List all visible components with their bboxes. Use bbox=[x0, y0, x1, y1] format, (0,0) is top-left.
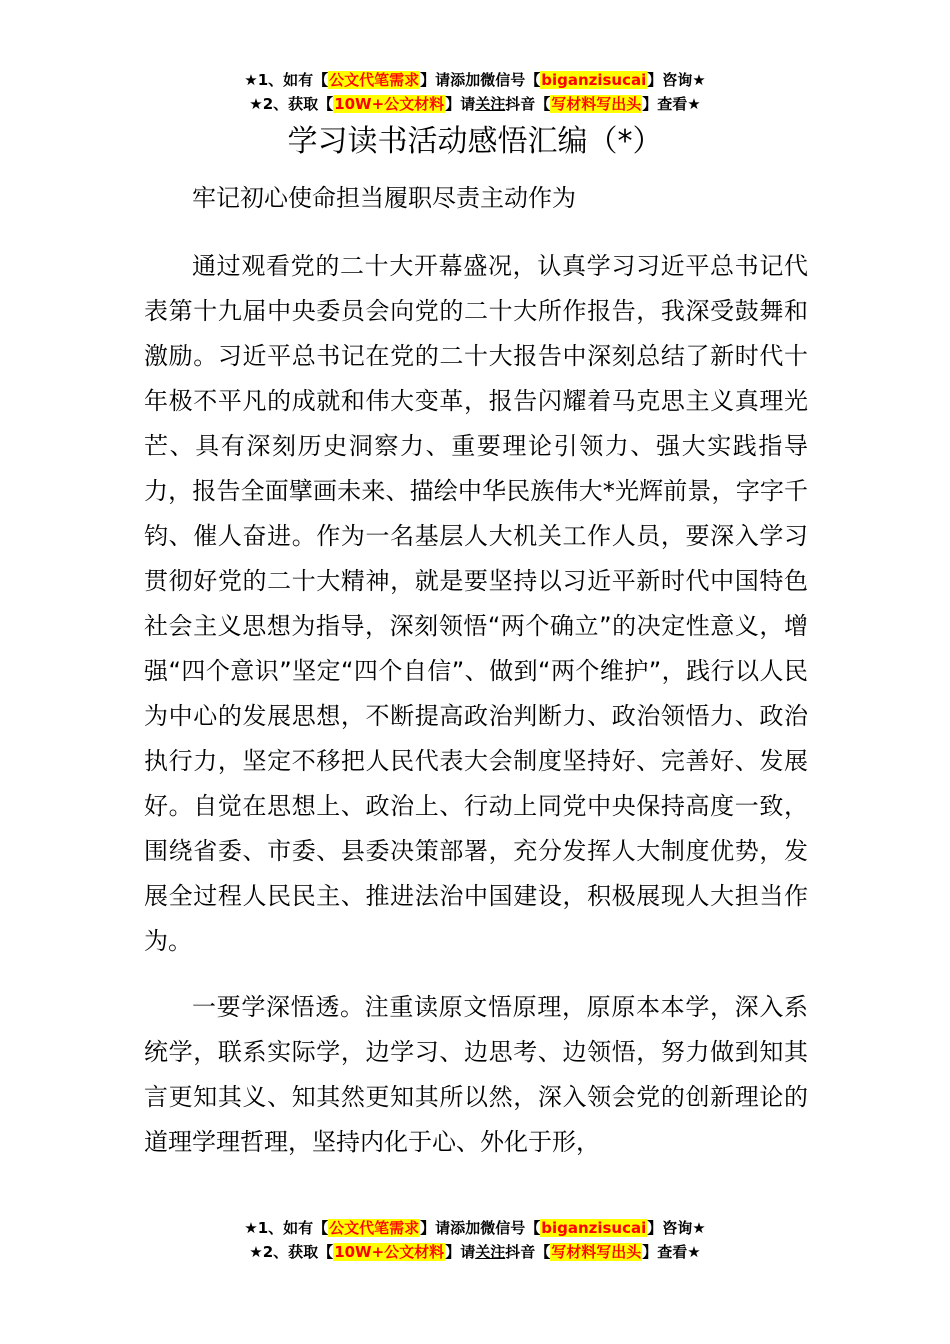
materials-highlight: 10W+公文材料 bbox=[334, 1243, 445, 1261]
body-paragraph: 一要学深悟透。注重读原文悟原理，原原本本学，深入系统学，联系实际学，边学习、边思考、边领悟，努力做到知其言更知其义、知其然更知其所以然，深入领会党的创新理论的道理学理哲理，坚持内化于心、外化于形， bbox=[144, 993, 808, 1156]
douyin-account-highlight: 写材料写出头 bbox=[551, 1243, 642, 1261]
footer-notice bbox=[0, 1216, 950, 1264]
body-paragraph: 通过观看党的二十大开幕盛况，认真学习习近平总书记代表第十九届中央委员会向党的二十大所作报告，我深受鼓舞和激励。习近平总书记在党的二十大报告中深刻总结了新时代十年极不平凡的成就和伟大变革，报告闪耀着马克思主义真理光芒、具有深刻历史洞察力、重要理论引领力、强大实践指导力，报告全面擘画未来、描绘中华民族伟大*光辉前景，字字千钧、催人奋进。作为一名基层人大机关工作人员，要深入学习贯彻好党的二十大精神，就是要坚持以习近平新时代中国特色社会主义思想为指导，深刻领悟“两个确立”的决定性意义，增强“四个意识”坚定“四个自信”、做到“两个维护”，践行以人民为中心的发展思想，不断提高政治判断力、政治领悟力、政治执行力，坚定不移把人民代表大会制度坚持好、完善好、发展好。自觉在思想上、政治上、行动上同党中央保持高度一致，围绕省委、市委、县委决策部署，充分发挥人大制度优势，发展全过程人民民主、推进法治中国建设，积极展现人大担当作为。 bbox=[144, 252, 808, 955]
wechat-id-highlight: biganzisucai bbox=[541, 71, 647, 89]
notice-line-1: ★1、如有【公文代笔需求】请添加微信号【biganzisucai】咨询★ bbox=[244, 71, 706, 89]
header-notice bbox=[0, 68, 950, 116]
notice-line-2: ★2、获取【10W+公文材料】请关注抖音【写材料写出头】查看★ bbox=[249, 1243, 701, 1261]
document-body bbox=[144, 176, 808, 1186]
service-highlight: 公文代笔需求 bbox=[329, 71, 420, 89]
notice-line-1: ★1、如有【公文代笔需求】请添加微信号【biganzisucai】咨询★ bbox=[244, 1219, 706, 1237]
materials-highlight: 10W+公文材料 bbox=[334, 95, 445, 113]
document-subtitle: 牢记初心使命担当履职尽责主动作为 bbox=[192, 184, 576, 212]
notice-line-2: ★2、获取【10W+公文材料】请关注抖音【写材料写出头】查看★ bbox=[249, 95, 701, 113]
douyin-account-highlight: 写材料写出头 bbox=[551, 95, 642, 113]
document-title: 学习读书活动感悟汇编（*） bbox=[287, 124, 663, 159]
service-highlight: 公文代笔需求 bbox=[329, 1219, 420, 1237]
wechat-id-highlight: biganzisucai bbox=[541, 1219, 647, 1237]
